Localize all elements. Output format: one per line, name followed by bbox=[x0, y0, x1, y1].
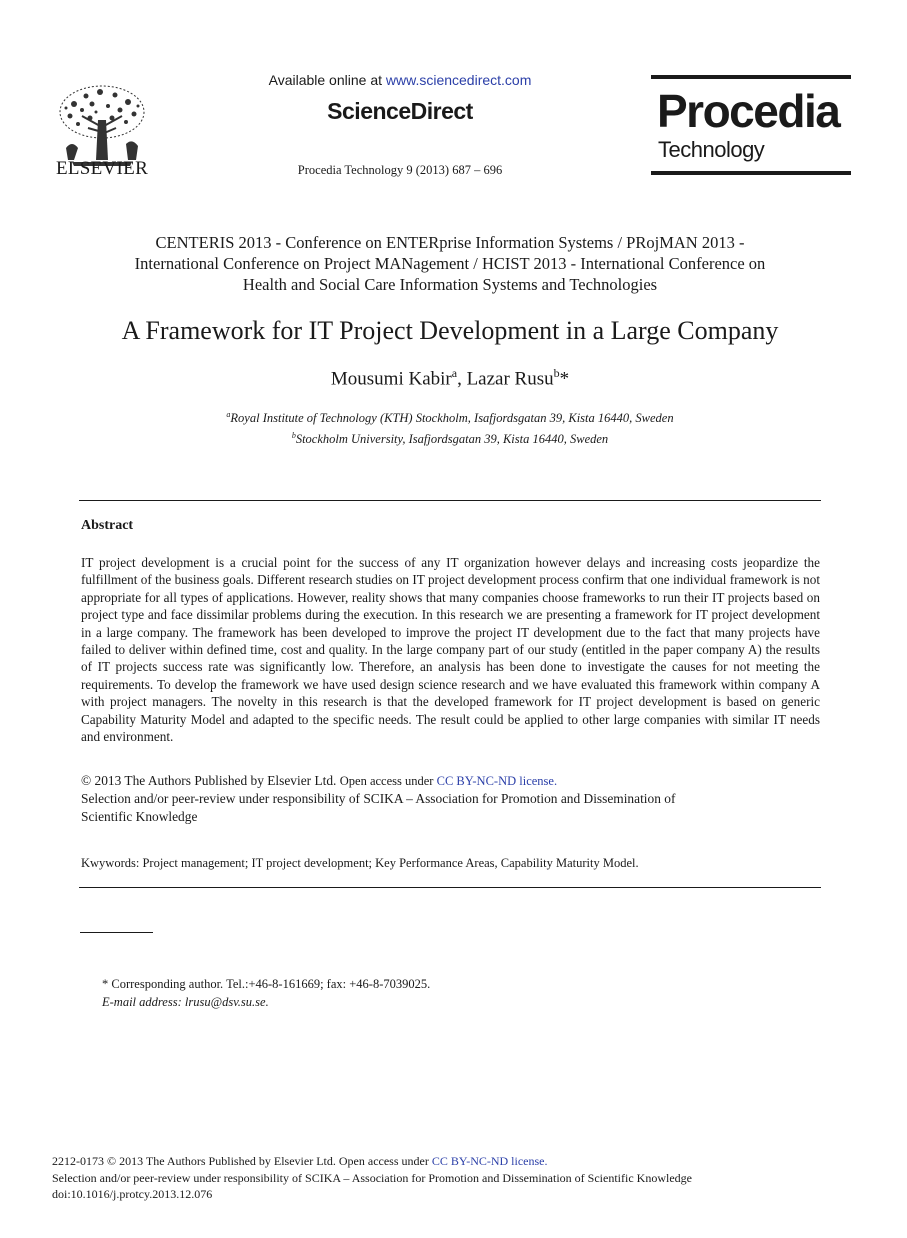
sciencedirect-brand: ScienceDirect bbox=[327, 98, 473, 124]
corresponding-author: * Corresponding author. Tel.:+46-8-161669; fax: +46-8-7039025. bbox=[102, 977, 431, 991]
affiliations bbox=[100, 406, 800, 448]
affiliation-text: Stockholm University, Isafjordsgatan 39, Kista 16440, Sweden bbox=[295, 432, 609, 447]
footnote-rule bbox=[80, 932, 153, 933]
publisher-name: ELSEVIER bbox=[55, 158, 149, 179]
footer-issn-line bbox=[52, 1153, 852, 1170]
sciencedirect-link[interactable]: www.sciencedirect.com bbox=[385, 72, 532, 88]
available-online bbox=[250, 72, 550, 88]
peer-review-line: Scientific Knowledge bbox=[81, 809, 198, 824]
authors bbox=[200, 366, 700, 390]
affiliation-mark: b bbox=[553, 366, 560, 380]
keywords: Kwywords: Project management; IT project development; Key Performance Areas, Capability Maturity Model. bbox=[81, 856, 639, 870]
page-footer bbox=[52, 1153, 852, 1203]
license-link[interactable]: CC BY-NC-ND license. bbox=[436, 774, 558, 788]
peer-review-line: Selection and/or peer-review under responsibility of SCIKA – Association for Promotion and Dissemination of bbox=[81, 791, 676, 806]
email-label: E-mail address: bbox=[102, 995, 182, 1009]
corresponding-mark: * bbox=[559, 368, 570, 390]
author-name: Mousumi Kabir bbox=[330, 368, 452, 390]
conference-line: International Conference on Project MANagement / HCIST 2013 - International Conference on bbox=[134, 254, 766, 273]
copyright-text: © 2013 The Authors Published by Elsevier Ltd. bbox=[81, 773, 337, 788]
affiliation bbox=[100, 406, 800, 427]
section-divider-top bbox=[79, 500, 821, 501]
copyright-line bbox=[81, 772, 820, 790]
affiliation-mark: b bbox=[291, 431, 296, 441]
section-divider-bottom bbox=[79, 887, 821, 888]
footnote bbox=[102, 975, 702, 1011]
conference-line: CENTERIS 2013 - Conference on ENTERprise Information Systems / PRojMAN 2013 - bbox=[155, 233, 745, 252]
copyright-block bbox=[81, 772, 820, 826]
affiliation-mark: a bbox=[451, 366, 458, 380]
footer-doi: doi:10.1016/j.protcy.2013.12.076 bbox=[52, 1187, 213, 1201]
open-access-text: Open access under bbox=[339, 774, 437, 788]
footer-license-link[interactable]: CC BY-NC-ND license. bbox=[431, 1154, 548, 1168]
abstract-body: IT project development is a crucial point for the success of any IT organization however delays and increasing costs jeopardize the fulfillment of the business goals. Different research studies on IT project development process confirm that one individual framework is not appropriate for all types of applications. However, reality shows that many companies choose frameworks to run their IT projects based on project type and face dissimilar problems during the execution. In this research we are presenting a framework for IT project development in a large company. The framework has been developed to improve the project IT development due to the fact that many projects have failed to deliver within defined time, cost and quality. In the large company part of our study (entitled in the paper company A) the results of IT projects success rate was significantly low. Therefore, an analysis has been done to investigate the causes for not meeting the requirements. To develop the framework we have used design science research and we have evaluated this framework within company A with project managers. The novelty in this research is that the developed framework for IT project development is based on generic Capability Maturity Model and adapted to the specific needs. The result could be applied to other large companies with similar IT needs and environment. bbox=[81, 555, 820, 745]
footer-peer-review: Selection and/or peer-review under responsibility of SCIKA – Association for Promotion and Dissemination of Scientific Knowledge bbox=[52, 1170, 692, 1185]
procedia-logo bbox=[651, 75, 851, 175]
journal-reference: Procedia Technology 9 (2013) 687 – 696 bbox=[297, 163, 503, 177]
affiliation-mark: a bbox=[226, 410, 231, 419]
email-line bbox=[102, 993, 702, 1011]
paper-title: A Framework for IT Project Development in a Large Company bbox=[121, 316, 779, 345]
conference-info bbox=[60, 232, 840, 295]
available-prefix: Available online at bbox=[268, 72, 386, 88]
procedia-brand: Procedia bbox=[657, 85, 840, 137]
author-name: Lazar Rusu bbox=[466, 368, 554, 390]
abstract-heading: Abstract bbox=[81, 518, 134, 533]
footer-copyright: 2212-0173 © 2013 The Authors Published by Elsevier Ltd. Open access under bbox=[52, 1154, 432, 1168]
affiliation bbox=[100, 427, 800, 448]
conference-line: Health and Social Care Information Systems and Technologies bbox=[242, 275, 658, 294]
affiliation-text: Royal Institute of Technology (KTH) Stockholm, Isafjordsgatan 39, Kista 16440, Sweden bbox=[230, 411, 674, 426]
procedia-subbrand: Technology bbox=[658, 137, 765, 162]
author-separator: , bbox=[457, 368, 467, 390]
procedia-bottom-rule bbox=[651, 171, 851, 175]
email-address[interactable]: lrusu@dsv.su.se. bbox=[184, 995, 269, 1009]
procedia-top-rule bbox=[651, 75, 851, 79]
